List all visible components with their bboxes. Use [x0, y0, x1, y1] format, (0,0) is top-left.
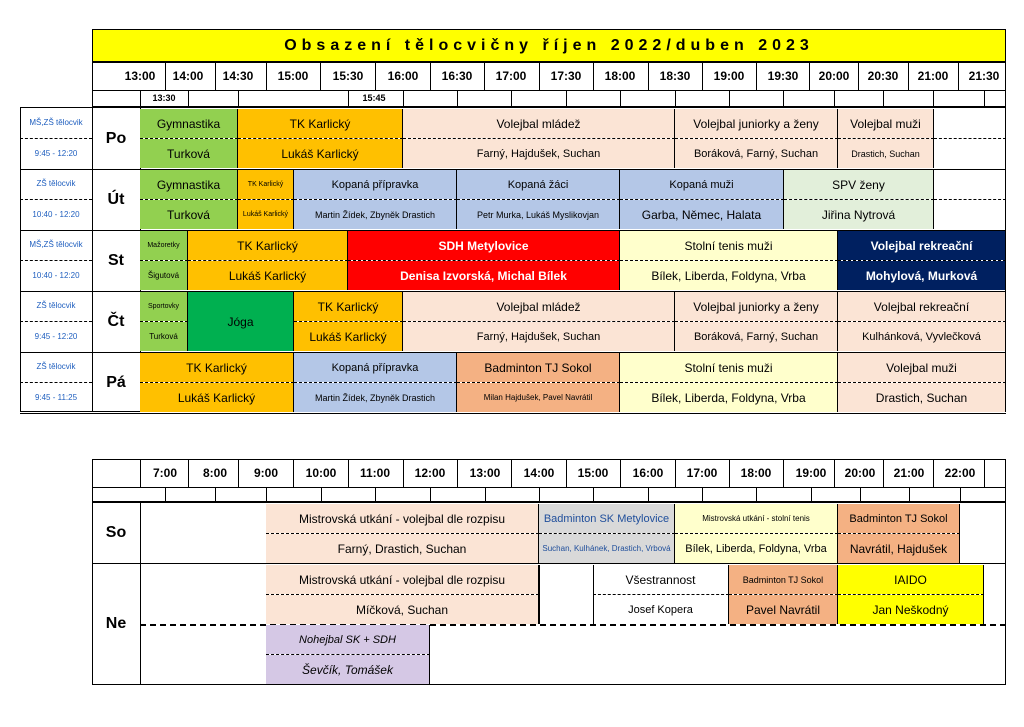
row-divider [140, 138, 238, 139]
row-divider [20, 260, 92, 261]
subtime-tick [457, 91, 458, 107]
ct-vm-p-block: Farný, Hajdušek, Suchan [403, 322, 675, 351]
time-tick [834, 459, 835, 488]
st-sdh-block: SDH Metylovice [348, 231, 620, 260]
so-bsk-p-block: Suchan, Kulhánek, Drastich, Vrbová [539, 534, 675, 563]
ct-vr-block: Volejbal rekreační [838, 292, 1006, 321]
time-label: 9:00 [253, 466, 279, 480]
row-divider [838, 382, 1006, 383]
subtime-tick [860, 488, 861, 502]
row-divider [934, 199, 1006, 200]
po-vmu-block: Volejbal muži [838, 109, 934, 138]
day-label-ne: Ne [105, 615, 127, 632]
time-tick [729, 459, 730, 488]
row-divider [457, 199, 620, 200]
subtime-tick [620, 91, 621, 107]
col-border [92, 107, 93, 412]
time-label: 16:00 [387, 69, 419, 83]
ut-km-block: Kopaná muži [620, 170, 784, 199]
time-tick [238, 459, 239, 488]
time-label: 17:30 [550, 69, 582, 83]
time-label: 13:00 [124, 69, 156, 83]
subtime-tick [756, 488, 757, 502]
po-vj-p-block: Boráková, Farný, Suchan [675, 139, 838, 168]
weekend-grid [92, 502, 1006, 685]
st-maz-p-block: Šigutová [140, 261, 188, 290]
so-bad-p-block: Navrátil, Hajdušek [838, 534, 960, 563]
ut-gym-block: Gymnastika [140, 170, 238, 199]
ne-iaido-p-block: Jan Neškodný [838, 595, 984, 624]
row-divider [20, 199, 92, 200]
subtime-tick [783, 91, 784, 107]
day-time: 10:40 - 12:20 [32, 210, 80, 219]
time-tick [215, 62, 216, 91]
time-tick [566, 459, 567, 488]
ut-spv-p-block: Jiřina Nytrová [784, 200, 934, 229]
ut-kz-block: Kopaná žáci [457, 170, 620, 199]
time-label: 20:30 [867, 69, 899, 83]
st-st-p-block: Bílek, Liberda, Foldyna, Vrba [620, 261, 838, 290]
time-tick [620, 459, 621, 488]
time-label: 17:00 [686, 466, 718, 480]
day-time: 9:45 - 12:20 [34, 149, 78, 158]
ct-sp-p-block: Turková [140, 322, 188, 351]
time-tick [403, 459, 404, 488]
ne-noh-p-block: Ševčík, Tomášek [266, 655, 430, 684]
time-tick [756, 62, 757, 91]
row-divider [620, 260, 838, 261]
pa-tk-block: TK Karlický [140, 353, 294, 382]
row-divider [457, 382, 620, 383]
pa-vm-block: Volejbal muži [838, 353, 1006, 382]
time-label: 14:00 [523, 466, 555, 480]
ne-bad-block: Badminton TJ Sokol [729, 565, 838, 594]
row-divider [294, 199, 457, 200]
day-time: 9:45 - 12:20 [34, 332, 78, 341]
day-place: ZŠ tělocvik [36, 179, 76, 188]
time-label: 19:30 [767, 69, 799, 83]
time-label: 17:00 [495, 69, 527, 83]
time-label: 7:00 [152, 466, 178, 480]
time-label: 12:00 [414, 466, 446, 480]
time-label: 18:00 [740, 466, 772, 480]
st-maz-block: Mažoretky [140, 231, 188, 260]
subtime-tick [511, 91, 512, 107]
subtime-tick [593, 488, 594, 502]
time-label: 18:30 [659, 69, 691, 83]
subtime-tick [933, 91, 934, 107]
row-divider [403, 138, 675, 139]
st-tk-block: TK Karlický [188, 231, 348, 260]
ne-mu-p-block: Míčková, Suchan [266, 595, 539, 624]
so-bsk-block: Badminton SK Metylovice [539, 504, 675, 533]
time-label: 20:00 [818, 69, 850, 83]
row-divider [675, 321, 838, 322]
ut-tk-p-block: Lukáš Karlický [238, 200, 294, 229]
time-label: 15:00 [277, 69, 309, 83]
time-tick [484, 62, 485, 91]
time-label: 19:00 [795, 466, 827, 480]
row-divider [838, 138, 934, 139]
time-label: 19:00 [713, 69, 745, 83]
time-label: 18:00 [604, 69, 636, 83]
subtime-tick [266, 488, 267, 502]
po-vm-p-block: Farný, Hajdušek, Suchan [403, 139, 675, 168]
pa-kp-p-block: Martin Žídek, Zbyněk Drastich [294, 383, 457, 412]
row-divider [140, 199, 238, 200]
day-place: MŠ,ZŠ tělocvik [29, 118, 83, 127]
time-label: 22:00 [944, 466, 976, 480]
po-vj-block: Volejbal juniorky a ženy [675, 109, 838, 138]
so-mu-p-block: Farný, Drastich, Suchan [266, 534, 539, 563]
subtime-tick [165, 488, 166, 502]
ut-spv-block: SPV ženy [784, 170, 934, 199]
pa-st-block: Stolní tenis muži [620, 353, 838, 382]
time-label: 16:30 [441, 69, 473, 83]
ct-vj-block: Volejbal juniorky a ženy [675, 292, 838, 321]
time-tick [320, 62, 321, 91]
row-divider [620, 199, 784, 200]
subtime-tick [648, 488, 649, 502]
subtime-tick [675, 91, 676, 107]
row-divider [20, 321, 92, 322]
row-divider [20, 138, 92, 139]
so-bad-block: Badminton TJ Sokol [838, 504, 960, 533]
time-tick [933, 459, 934, 488]
time-tick [375, 62, 376, 91]
row-divider [934, 138, 1006, 139]
subtime-tick [909, 488, 910, 502]
subtime-tick [729, 91, 730, 107]
st-vr-block: Volejbal rekreační [838, 231, 1006, 260]
time-tick [140, 459, 141, 488]
time-tick [165, 62, 166, 91]
st-st-block: Stolní tenis muži [620, 231, 838, 260]
time-label: 10:00 [305, 466, 337, 480]
day-label-st: St [108, 251, 124, 269]
subtime-tick [883, 91, 884, 107]
subtime-tick [566, 91, 567, 107]
time-tick [266, 62, 267, 91]
time-tick [702, 62, 703, 91]
subtime-tick [960, 488, 961, 502]
so-mst-block: Mistrovská utkání - stolní tenis [675, 504, 838, 533]
row-divider [238, 138, 403, 139]
subtime-tick [375, 488, 376, 502]
st-vr-p-block: Mohylová, Murková [838, 261, 1006, 290]
time-tick [511, 459, 512, 488]
subtime-label: 15:45 [362, 93, 386, 103]
subtime-tick [430, 488, 431, 502]
pa-st-p-block: Bílek, Liberda, Foldyna, Vrba [620, 383, 838, 412]
po-tk-p-block: Lukáš Karlický [238, 139, 403, 168]
time-tick [783, 459, 784, 488]
ut-kp-p-block: Martin Žídek, Zbyněk Drastich [294, 200, 457, 229]
pa-bad-block: Badminton TJ Sokol [457, 353, 620, 382]
ne-vs-block: Všestrannost [593, 565, 729, 594]
weekday-subtime-row [92, 91, 1006, 107]
subtime-tick [702, 488, 703, 502]
row-divider [675, 138, 838, 139]
time-tick [908, 62, 909, 91]
row-divider [348, 260, 620, 261]
time-tick [809, 62, 810, 91]
time-label: 14:00 [172, 69, 204, 83]
ne-noh-block: Nohejbal SK + SDH [266, 625, 430, 654]
ct-joga-block: Jóga [188, 292, 294, 351]
ne-bad-p-block: Pavel Navrátil [729, 595, 838, 624]
ne-mu-block: Mistrovská utkání - volejbal dle rozpisu [266, 565, 539, 594]
ct-vj-p-block: Boráková, Farný, Suchan [675, 322, 838, 351]
so-mu-block: Mistrovská utkání - volejbal dle rozpisu [266, 504, 539, 533]
weekend-subtime-row [92, 488, 1006, 502]
time-tick [430, 62, 431, 91]
row-divider [140, 321, 188, 322]
time-label: 21:30 [968, 69, 1000, 83]
time-tick [984, 459, 985, 488]
po-vm-block: Volejbal mládež [403, 109, 675, 138]
ut-kp-block: Kopaná přípravka [294, 170, 457, 199]
time-label: 8:00 [202, 466, 228, 480]
pa-vm-p-block: Drastich, Suchan [838, 383, 1006, 412]
time-label: 20:00 [844, 466, 876, 480]
row-divider [838, 260, 1006, 261]
pa-kp-block: Kopaná přípravka [294, 353, 457, 382]
day-label-so: So [105, 524, 127, 541]
subtime-tick [811, 488, 812, 502]
time-tick [858, 62, 859, 91]
subtime-tick [539, 488, 540, 502]
time-label: 14:30 [222, 69, 254, 83]
ut-kz-p-block: Petr Murka, Lukáš Myslikovjan [457, 200, 620, 229]
subtime-tick [485, 488, 486, 502]
subtime-tick [984, 91, 985, 107]
row-divider [294, 321, 403, 322]
day-time: 10:40 - 12:20 [32, 271, 80, 280]
pa-tk-p-block: Lukáš Karlický [140, 383, 294, 412]
st-sdh-p-block: Denisa Izvorská, Michal Bílek [348, 261, 620, 290]
row-divider [238, 199, 294, 200]
time-label: 11:00 [359, 466, 391, 480]
time-tick [883, 459, 884, 488]
ut-km-p-block: Garba, Němec, Halata [620, 200, 784, 229]
time-tick [958, 62, 959, 91]
row-divider [403, 321, 675, 322]
subtime-tick [321, 488, 322, 502]
ut-tk-block: TK Karlický [238, 170, 294, 199]
time-label: 16:00 [632, 466, 664, 480]
page-title: Obsazení tělocvičny říjen 2022/duben 2023 [92, 29, 1006, 62]
row-divider [838, 321, 1006, 322]
day-label-pa: Pá [106, 373, 126, 391]
day-label-ut: Út [107, 190, 125, 208]
day-label-ct: Čt [107, 312, 125, 330]
ct-vm-block: Volejbal mládež [403, 292, 675, 321]
row-divider [784, 199, 934, 200]
row-border [20, 413, 1006, 414]
time-label: 15:30 [332, 69, 364, 83]
ut-gym-p-block: Turková [140, 200, 238, 229]
st-tk-p-block: Lukáš Karlický [188, 261, 348, 290]
time-tick [293, 459, 294, 488]
subtime-tick [834, 91, 835, 107]
day-label-po: Po [105, 129, 127, 147]
pa-bad-p-block: Milan Hajdušek, Pavel Navrátil [457, 383, 620, 412]
subtime-tick [238, 91, 239, 107]
row-divider [140, 260, 188, 261]
time-tick [457, 459, 458, 488]
ne-vs-p-block: Josef Kopera [593, 595, 729, 624]
day-time: 9:45 - 11:25 [34, 393, 78, 402]
subtime-tick [215, 488, 216, 502]
ct-tk-p-block: Lukáš Karlický [294, 322, 403, 351]
ct-sp-block: Sportovky [140, 292, 188, 321]
day-place: ZŠ tělocvik [36, 362, 76, 371]
time-tick [188, 459, 189, 488]
row-divider [188, 260, 348, 261]
row-divider [620, 382, 838, 383]
row-divider [294, 382, 457, 383]
day-place: MŠ,ZŠ tělocvik [29, 240, 83, 249]
subtime-label: 13:30 [152, 93, 176, 103]
row-divider [140, 382, 294, 383]
time-label: 15:00 [577, 466, 609, 480]
po-gym-p-block: Turková [140, 139, 238, 168]
po-vmu-p-block: Drastich, Suchan [838, 139, 934, 168]
time-tick [593, 62, 594, 91]
row-divider [20, 382, 92, 383]
ne-iaido-block: IAIDO [838, 565, 984, 594]
po-gym-block: Gymnastika [140, 109, 238, 138]
day-place: ZŠ tělocvik [36, 301, 76, 310]
time-tick [539, 62, 540, 91]
time-tick [675, 459, 676, 488]
ct-vr-p-block: Kulhánková, Vyvlečková [838, 322, 1006, 351]
subtime-tick [403, 91, 404, 107]
time-label: 21:00 [917, 69, 949, 83]
time-tick [348, 459, 349, 488]
time-label: 21:00 [893, 466, 925, 480]
ct-tk-block: TK Karlický [294, 292, 403, 321]
time-label: 13:00 [469, 466, 501, 480]
po-tk-block: TK Karlický [238, 109, 403, 138]
time-tick [648, 62, 649, 91]
so-mst-p-block: Bílek, Liberda, Foldyna, Vrba [675, 534, 838, 563]
